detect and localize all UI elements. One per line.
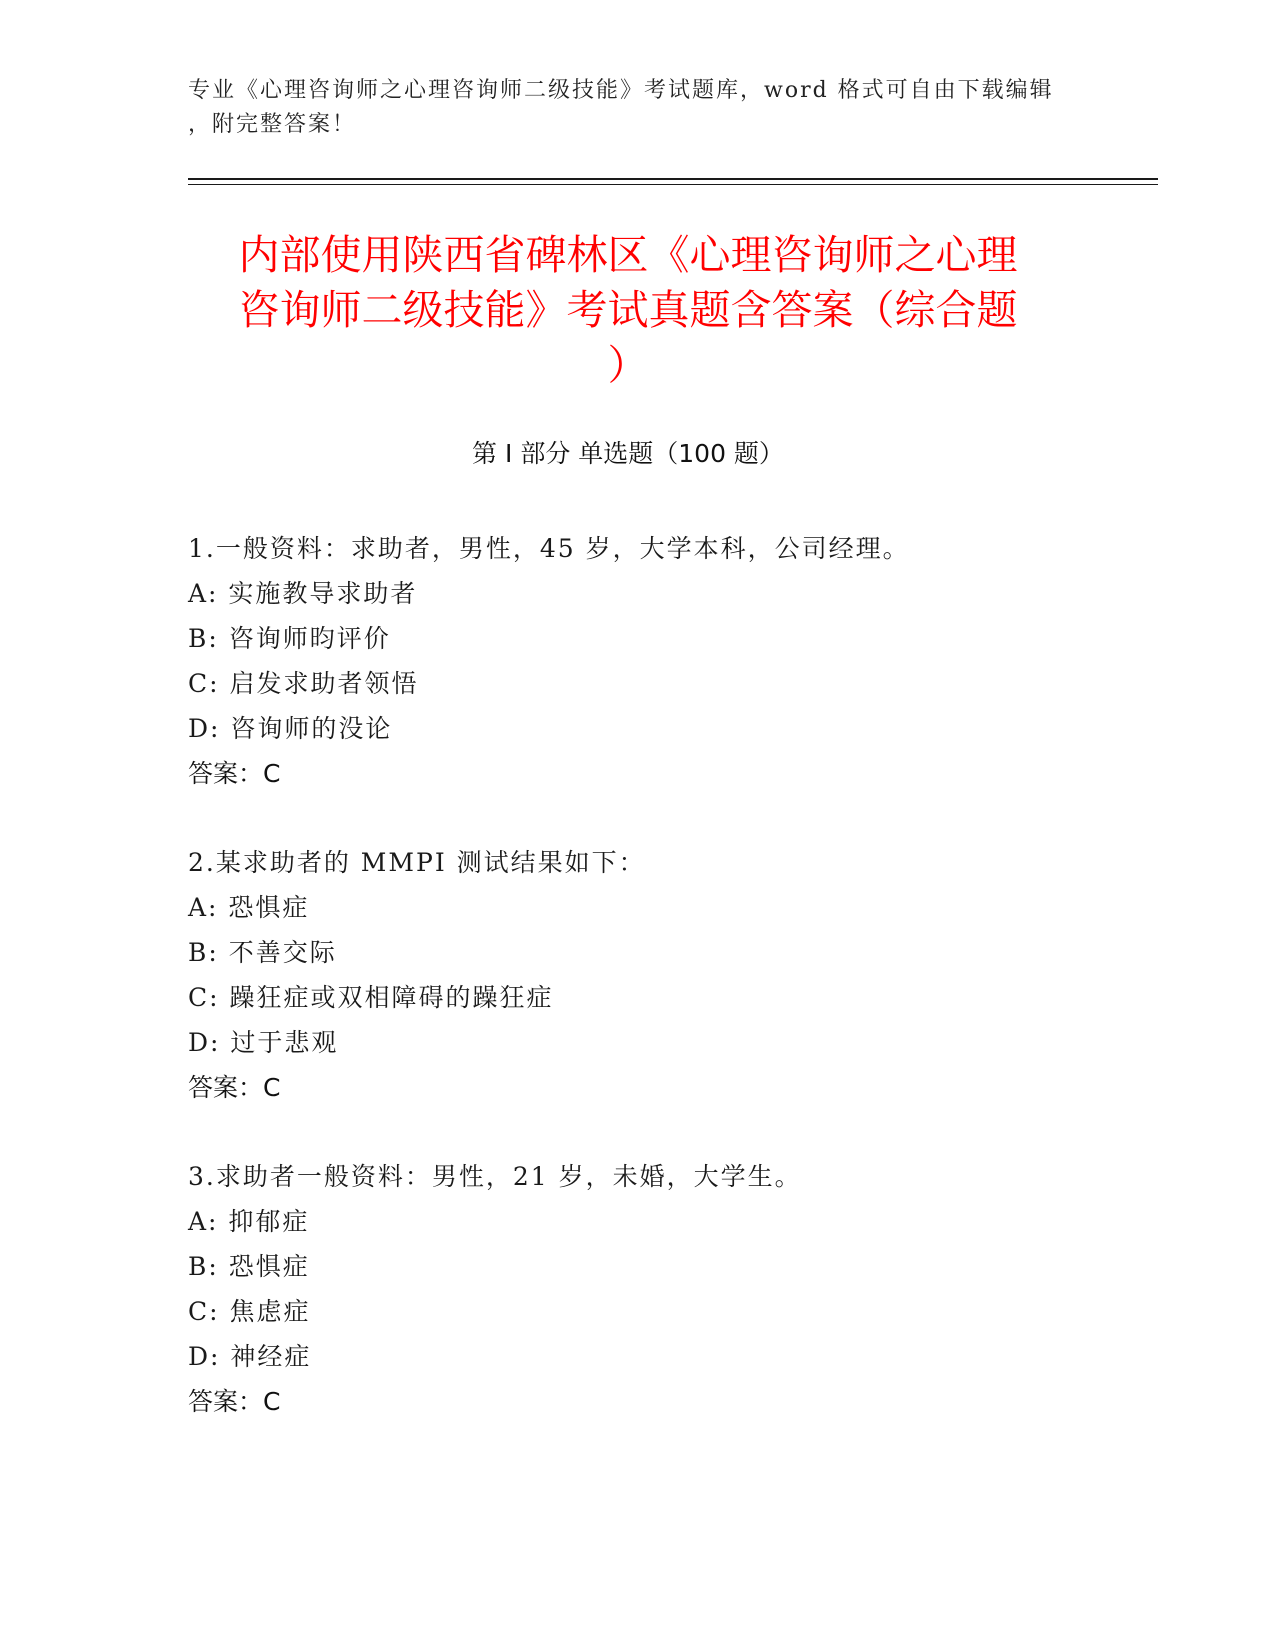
question-stem: 2.某求助者的 MMPI 测试结果如下： [188,848,646,877]
question-item [188,840,1128,1110]
option-d: D: 过于悲观 [188,1028,339,1057]
option-a: A: 抑郁症 [188,1207,310,1236]
option-c: C: 躁狂症或双相障碍的躁狂症 [188,983,554,1012]
header-note-line-2: ，附完整答案！ [188,112,357,137]
header-note-line-1: 专业《心理咨询师之心理咨询师二级技能》考试题库，word 格式可自由下载编辑 [188,78,1054,103]
header-divider-thick [188,178,1158,180]
answer-line: 答案：C [188,1073,281,1102]
question-stem: 1.一般资料：求助者，男性，45 岁，大学本科，公司经理。 [188,534,910,563]
title-line-2: 咨询师二级技能》考试真题含答案（综合题 [238,286,1018,334]
document-title [188,228,1068,393]
option-d: D: 咨询师的没论 [188,714,393,743]
option-d: D: 神经症 [188,1342,312,1371]
document-header-note [188,74,1068,142]
title-line-1: 内部使用陕西省碑林区《心理咨询师之心理 [238,231,1018,279]
header-divider-thin [188,184,1158,185]
answer-line: 答案：C [188,1387,281,1416]
option-a: A: 恐惧症 [188,893,310,922]
question-item [188,1154,1128,1424]
question-list [188,526,1128,1468]
option-b: B: 不善交际 [188,938,337,967]
option-b: B: 恐惧症 [188,1252,310,1281]
title-line-3: ） [607,341,649,389]
answer-line: 答案：C [188,759,281,788]
option-c: C: 启发求助者领悟 [188,669,419,698]
option-b: B: 咨询师昀评价 [188,624,391,653]
question-stem: 3.求助者一般资料：男性，21 岁，未婚，大学生。 [188,1162,802,1191]
section-heading: 第 I 部分 单选题（100 题） [472,439,784,468]
option-c: C: 焦虑症 [188,1297,311,1326]
question-item [188,526,1128,796]
option-a: A: 实施教导求助者 [188,579,418,608]
